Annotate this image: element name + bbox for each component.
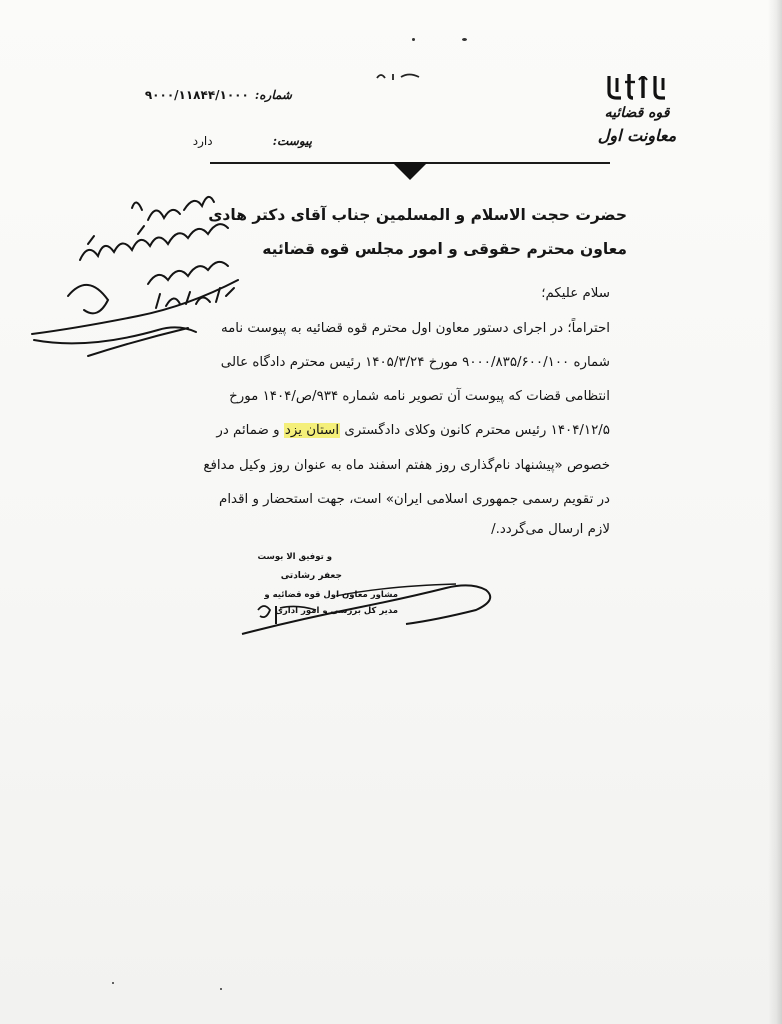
signature-closing: و توفیق الا بوست <box>257 552 332 562</box>
stray-mark <box>462 38 467 41</box>
highlighted-province: استان یزد <box>284 423 340 438</box>
stray-mark <box>112 982 114 984</box>
body-line-2: شماره ۹۰۰۰/۸۳۵/۶۰۰/۱۰۰ مورخ ۱۴۰۵/۳/۲۴ رئیس محترم دادگاه عالی <box>220 355 610 370</box>
body-line-4 <box>170 423 610 438</box>
department-name: معاونت اول <box>597 126 677 145</box>
letter-number-label: شماره: <box>254 88 292 102</box>
letter-number-value: ۹۰۰۰/۱۱۸۴۴/۱۰۰۰ <box>144 88 249 102</box>
stray-mark <box>412 38 415 41</box>
recipient-line-2: معاون محترم حقوقی و امور مجلس قوه قضائیه <box>262 240 627 258</box>
stray-mark <box>220 988 222 990</box>
attachment-label: پیوست: <box>272 134 312 148</box>
page-edge-shadow <box>768 0 782 1024</box>
body-line-3: انتظامی قضات که پیوست آن تصویر نامه شماره ۹۳۴/ص/۱۴۰۴ مورخ <box>229 389 610 404</box>
letterhead <box>592 70 682 146</box>
handwritten-signature <box>236 580 506 640</box>
header-divider-notch <box>392 162 428 180</box>
body-line-6: در تقویم رسمی جمهوری اسلامی ایران» است، جهت استحضار و اقدام <box>219 492 610 507</box>
attachment-value: دارد <box>192 134 213 148</box>
signatory-title-1: مشاور معاون اول قوه قضائیه و <box>264 590 398 600</box>
body-line-4-end: و ضمائم در <box>216 423 280 438</box>
signatory-title-2: مدیر کل بررسی و امور اداری <box>275 606 398 616</box>
recipient-line-1: حضرت حجت الاسلام و المسلمین جناب آقای دکتر هادی <box>208 206 627 224</box>
organization-name: قوه قضائیه <box>604 105 670 121</box>
attachment-info <box>193 134 312 148</box>
handwritten-margin-note <box>28 180 258 360</box>
body-line-7: لازم ارسال می‌گردد./ <box>491 522 610 537</box>
letter-number <box>145 88 292 102</box>
greeting: سلام علیکم؛ <box>541 286 610 301</box>
body-line-5: خصوص «پیشنهاد نام‌گذاری روز هفتم اسفند ماه به عنوان روز وکیل مدافع <box>203 458 610 473</box>
judiciary-emblem-icon <box>605 70 669 102</box>
signatory-name: جعفر رشادتی <box>280 571 342 581</box>
body-line-1: احتراماً؛ در اجرای دستور معاون اول محترم قوه قضائیه به پیوست نامه <box>220 321 610 336</box>
body-line-4-start: ۱۴۰۴/۱۲/۵ رئیس محترم کانون وکلای دادگستری <box>344 423 610 438</box>
scribble-mark <box>375 68 425 84</box>
